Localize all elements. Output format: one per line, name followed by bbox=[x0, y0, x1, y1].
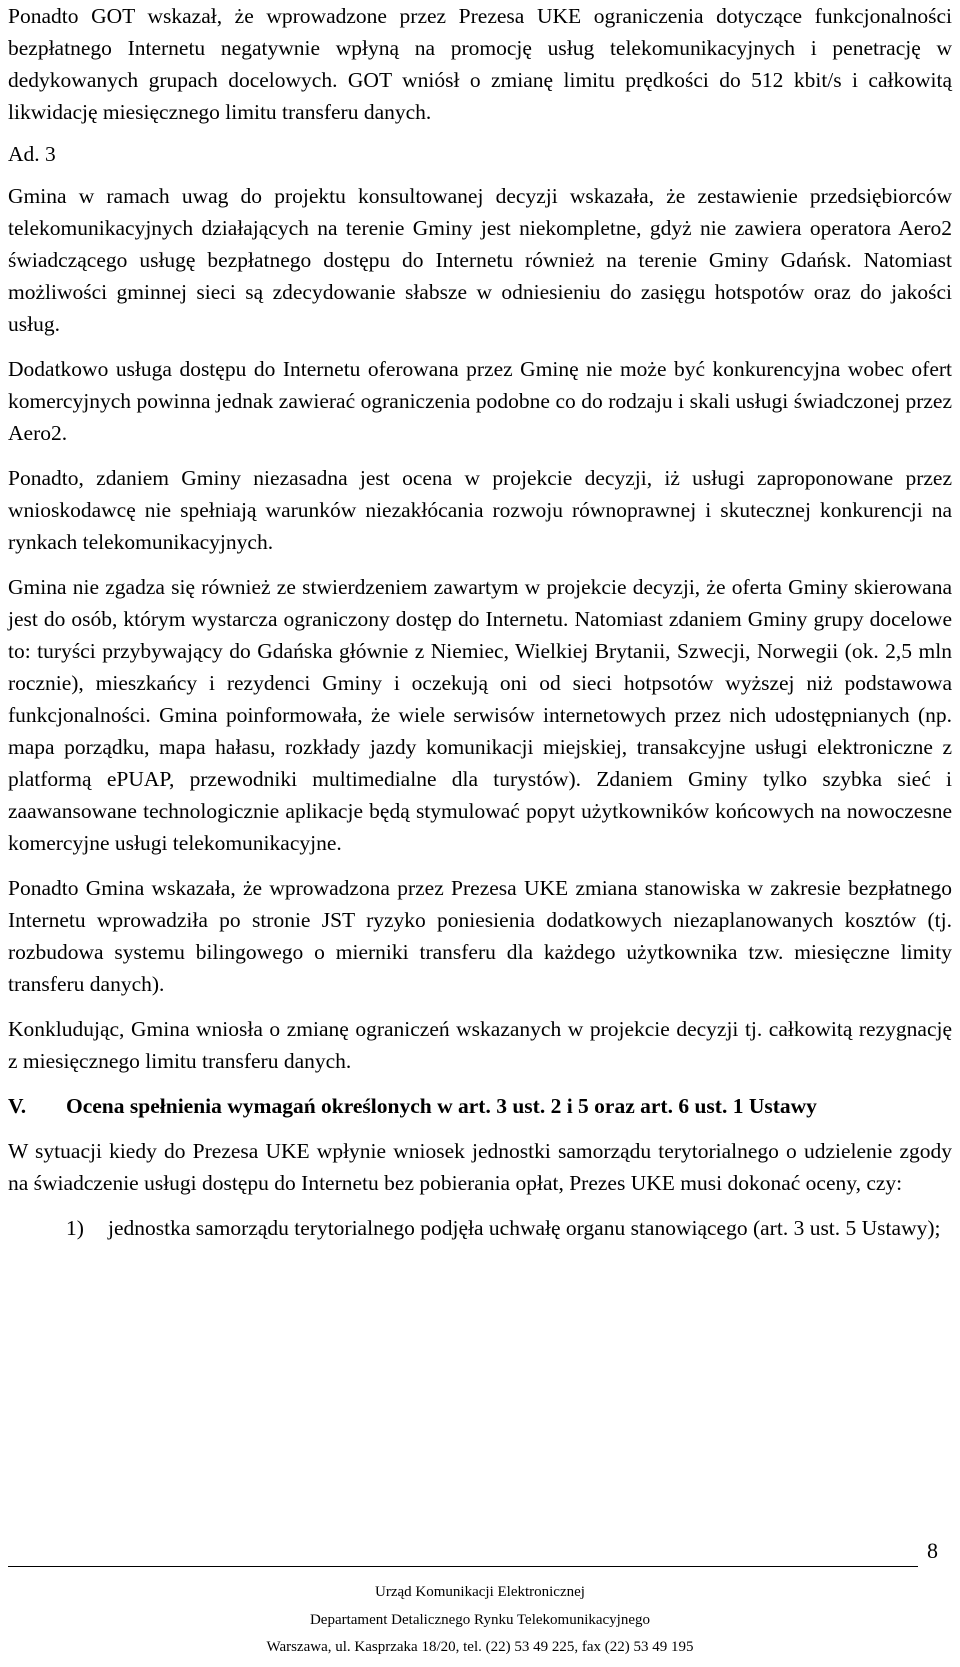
section-heading bbox=[8, 1090, 952, 1122]
spacer bbox=[8, 170, 952, 180]
spacer bbox=[8, 1077, 952, 1090]
ad-3-label: Ad. 3 bbox=[8, 142, 56, 166]
paragraph-got-remarks: Ponadto GOT wskazał, że wprowadzone przez Prezesa UKE ograniczenia dotyczące funkcjonalności bezpłatnego Internetu negatywnie wpłyną na promocję usług telekomunikacyjnych i penetrację w dedykowanych grupach docelowych. GOT wniósł o zmianę limitu prędkości do 512 kbit/s i całkowitą likwidację miesięcznego limitu transferu danych. bbox=[8, 4, 952, 124]
paragraph-conclusion: Konkludując, Gmina wniosła o zmianę ograniczeń wskazanych w projekcie decyzji tj. całkowitą rezygnację z miesięcznego limitu transferu danych. bbox=[8, 1017, 952, 1073]
section-number: V. bbox=[8, 1094, 27, 1118]
spacer bbox=[8, 859, 952, 872]
paragraph-target-groups: Gmina nie zgadza się również ze stwierdzeniem zawartym w projekcie decyzji, że oferta Gminy skierowana jest do osób, którym wystarcza ograniczony dostęp do Internetu. Natomiast zdaniem Gminy grupy docelowe to: turyści przybywający do Gdańska głównie z Niemiec, Wielkiej Brytanii, Szwecji, Norwegii (ok. 2,5 mln rocznie), mieszkańcy i rezydenci Gminy i oczekują oni od sieci hotpsotów wyższej niż podstawowa funkcjonalności. Gmina poinformowała, że wiele serwisów internetowych przez nich udostępnianych (np. mapa porządku, mapa hałasu, rozkłady jazdy komunikacji miejskiej, transakcyjne usługi elektroniczne z platformą ePUAP, przewodniki multimedialne dla turystów). Zdaniem Gminy tylko szybka sieć i zaawansowane technologicznie aplikacje będą stymulować popyt użytkowników końcowych na nowoczesne komercyjne usługi telekomunikacyjne. bbox=[8, 575, 952, 855]
paragraph-gmina-remarks: Gmina w ramach uwag do projektu konsultowanej decyzji wskazała, że zestawienie przedsiębiorców telekomunikacyjnych działających na terenie Gminy jest niekompletne, gdyż nie zawiera operatora Aero2 świadczącego usługę bezpłatnego dostępu do Internetu również na terenie Gminy Gdańsk. Natomiast możliwości gminnej sieci są zdecydowanie słabsze w odniesieniu do zasięgu hotspotów oraz do jakości usług. bbox=[8, 184, 952, 336]
footer-divider bbox=[8, 1566, 918, 1567]
footer-institution: Urząd Komunikacji Elektronicznej bbox=[375, 1584, 585, 1600]
spacer bbox=[8, 340, 952, 353]
spacer bbox=[8, 128, 952, 138]
footer-department: Departament Detalicznego Rynku Telekomunikacyjnego bbox=[309, 1612, 651, 1628]
paragraph-intro-conditions: W sytuacji kiedy do Prezesa UKE wpłynie wniosek jednostki samorządu terytorialnego o udzielenie zgody na świadczenie usługi dostępu do Internetu bez pobierania opłat, Prezes UKE musi dokonać oceny, czy: bbox=[8, 1139, 952, 1195]
spacer bbox=[8, 558, 952, 571]
paragraph-assessment: Ponadto, zdaniem Gminy niezasadna jest ocena w projekcie decyzji, iż usługi zaproponowane przez wnioskodawcę nie spełniają warunków niezakłócania rozwoju równoprawnej i skutecznej konkurencji na rynkach telekomunikacyjnych. bbox=[8, 466, 952, 554]
spacer bbox=[8, 1122, 952, 1135]
spacer bbox=[8, 1199, 952, 1212]
section-title: Ocena spełnienia wymagań określonych w art. 3 ust. 2 i 5 oraz art. 6 ust. 1 Ustawy bbox=[66, 1094, 817, 1118]
footer-address: Warszawa, ul. Kasprzaka 18/20, tel. (22) 53 49 225, fax (22) 53 49 195 bbox=[266, 1639, 694, 1655]
list-item-text: jednostka samorządu terytorialnego podjęła uchwałę organu stanowiącego (art. 3 ust. 5 Ustawy); bbox=[108, 1216, 941, 1240]
paragraph-additional: Dodatkowo usługa dostępu do Internetu oferowana przez Gminę nie może być konkurencyjna wobec ofert komercyjnych powinna jednak zawierać ograniczenia podobne co do rodzaju i skali usługi świadczonej przez Aero2. bbox=[8, 357, 952, 445]
list-item-number: 1) bbox=[66, 1216, 84, 1240]
document-body bbox=[8, 0, 952, 1244]
list-item bbox=[8, 1212, 952, 1244]
page-number: 8 bbox=[927, 1538, 938, 1563]
spacer bbox=[8, 449, 952, 462]
spacer bbox=[8, 1000, 952, 1013]
paragraph-costs: Ponadto Gmina wskazała, że wprowadzona przez Prezesa UKE zmiana stanowiska w zakresie bezpłatnego Internetu wprowadziła po stronie JST ryzyko poniesienia dodatkowych niezaplanowanych kosztów (tj. rozbudowa systemu bilingowego o mierniki transferu dla każdego użytkownika tzw. miesięczne limity transferu danych). bbox=[8, 876, 952, 996]
